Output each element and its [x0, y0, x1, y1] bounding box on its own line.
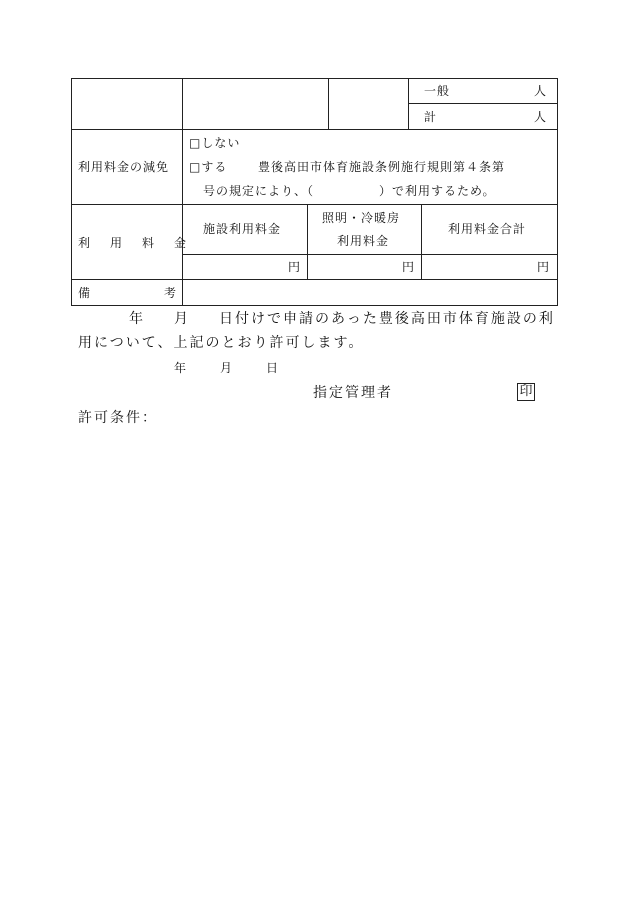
- facility-fee-unit: 円: [288, 260, 302, 274]
- reduction-label: 利用料金の減免: [78, 160, 170, 174]
- lighting-fee-header-2: 利用料金: [337, 234, 390, 248]
- lighting-fee-header-1: 照明・冷暖房: [322, 211, 401, 225]
- remarks-label-1: 備: [78, 286, 92, 300]
- row-border-2: [71, 204, 558, 205]
- total-count-label: 計: [424, 110, 438, 124]
- row-border-1: [71, 129, 558, 130]
- date-month: 月: [220, 361, 234, 375]
- fee-label: 利 用 料 金: [78, 236, 191, 250]
- total-fee-header: 利用料金合計: [448, 222, 527, 236]
- general-count-label: 一般: [424, 84, 451, 98]
- facility-fee-header: 施設利用料金: [203, 222, 282, 236]
- table-bottom-border: [71, 305, 558, 306]
- total-count-unit: 人: [534, 110, 548, 124]
- table-left-border: [71, 78, 72, 306]
- designated-manager-label: 指定管理者: [313, 385, 393, 401]
- approval-year: 年: [129, 311, 145, 327]
- table-right-border: [557, 78, 558, 306]
- reduction-rule-text: 豊後高田市体育施設条例施行規則第４条第: [258, 160, 506, 174]
- fee-inner-divider: [182, 254, 558, 255]
- approval-month: 月: [174, 311, 190, 327]
- total-fee-unit: 円: [537, 260, 551, 274]
- permit-conditions-label: 許可条件：: [78, 410, 158, 426]
- label-column-divider: [182, 78, 183, 306]
- remarks-label-2: 考: [164, 286, 178, 300]
- reduction-option-yes[interactable]: □する: [189, 160, 228, 174]
- top-row-divider-1: [328, 78, 329, 129]
- table-top-border: [71, 78, 558, 79]
- general-count-unit: 人: [534, 84, 548, 98]
- row-border-3: [71, 279, 558, 280]
- reduction-option-no[interactable]: □しない: [189, 136, 241, 150]
- fee-divider-1: [307, 204, 308, 279]
- fee-divider-2: [421, 204, 422, 279]
- approval-text-line1: 日付けで申請のあった豊後高田市体育施設の利: [219, 311, 555, 327]
- lighting-fee-unit: 円: [402, 260, 416, 274]
- date-day: 日: [266, 361, 280, 375]
- reduction-rule-text-2: 号の規定により、（ ）で利用するため。: [203, 184, 496, 198]
- top-row-divider-2: [408, 78, 409, 129]
- date-year: 年: [174, 361, 188, 375]
- people-row-divider: [408, 103, 558, 104]
- approval-text-line2: 用について、上記のとおり許可します。: [78, 335, 365, 351]
- seal-mark: 印: [517, 383, 535, 401]
